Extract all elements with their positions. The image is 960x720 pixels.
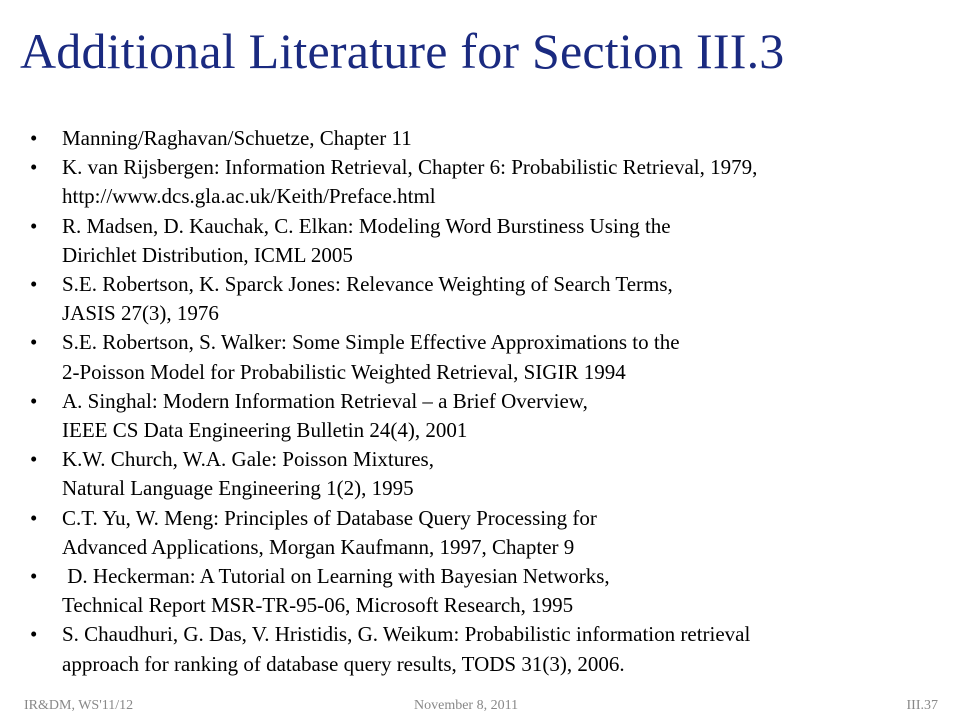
reference-item: [30, 124, 950, 153]
reference-line: Technical Report MSR-TR-95-06, Microsoft Research, 1995: [62, 593, 574, 618]
reference-item: [30, 328, 950, 386]
reference-line: JASIS 27(3), 1976: [62, 301, 219, 326]
bullet-icon: •: [30, 447, 38, 472]
reference-line: Dirichlet Distribution, ICML 2005: [62, 242, 353, 267]
reference-line: S. Chaudhuri, G. Das, V. Hristidis, G. Weikum: Probabilistic information retrieval: [62, 622, 751, 647]
reference-line: Manning/Raghavan/Schuetze, Chapter 11: [62, 126, 412, 150]
reference-url: http://www.dcs.gla.ac.uk/Keith/Preface.html: [62, 184, 436, 209]
bullet-icon: •: [30, 622, 38, 647]
footer-page-number: III.37: [906, 698, 938, 713]
bullet-icon: •: [30, 272, 38, 297]
footer-course: IR&DM, WS'11/12: [24, 698, 134, 713]
reference-line: K. van Rijsbergen: Information Retrieval, Chapter 6: Probabilistic Retrieval, 1979,: [62, 155, 758, 180]
reference-item: [30, 387, 950, 445]
bullet-icon: •: [30, 564, 38, 589]
bullet-icon: •: [30, 155, 38, 180]
bullet-icon: •: [30, 126, 38, 150]
reference-list: [30, 124, 950, 679]
reference-item: [30, 620, 950, 678]
reference-line: C.T. Yu, W. Meng: Principles of Database Query Processing for: [62, 505, 597, 530]
reference-line: A. Singhal: Modern Information Retrieval – a Brief Overview,: [62, 388, 588, 413]
reference-line: 2-Poisson Model for Probabilistic Weighted Retrieval, SIGIR 1994: [62, 359, 626, 384]
bullet-icon: •: [30, 505, 38, 530]
bullet-icon: •: [30, 330, 38, 355]
footer-date: November 8, 2011: [414, 698, 519, 713]
reference-line: K.W. Church, W.A. Gale: Poisson Mixtures,: [62, 447, 434, 472]
bullet-icon: •: [30, 213, 38, 238]
reference-line: approach for ranking of database query results, TODS 31(3), 2006.: [62, 651, 625, 676]
reference-line: IEEE CS Data Engineering Bulletin 24(4), 2001: [62, 418, 468, 443]
reference-line: Natural Language Engineering 1(2), 1995: [62, 476, 414, 501]
reference-line: S.E. Robertson, K. Sparck Jones: Relevance Weighting of Search Terms,: [62, 272, 673, 297]
reference-item: [30, 445, 950, 503]
reference-line: Advanced Applications, Morgan Kaufmann, 1997, Chapter 9: [62, 534, 575, 559]
reference-item: [30, 212, 950, 270]
reference-item: [30, 270, 950, 328]
slide-title: Additional Literature for Section III.3: [20, 23, 785, 79]
reference-item: [30, 153, 950, 211]
reference-line: D. Heckerman: A Tutorial on Learning with Bayesian Networks,: [62, 564, 610, 589]
bullet-icon: •: [30, 388, 38, 413]
reference-item: [30, 562, 950, 620]
reference-line: R. Madsen, D. Kauchak, C. Elkan: Modeling Word Burstiness Using the: [62, 213, 671, 238]
reference-item: [30, 504, 950, 562]
reference-line: S.E. Robertson, S. Walker: Some Simple Effective Approximations to the: [62, 330, 680, 355]
